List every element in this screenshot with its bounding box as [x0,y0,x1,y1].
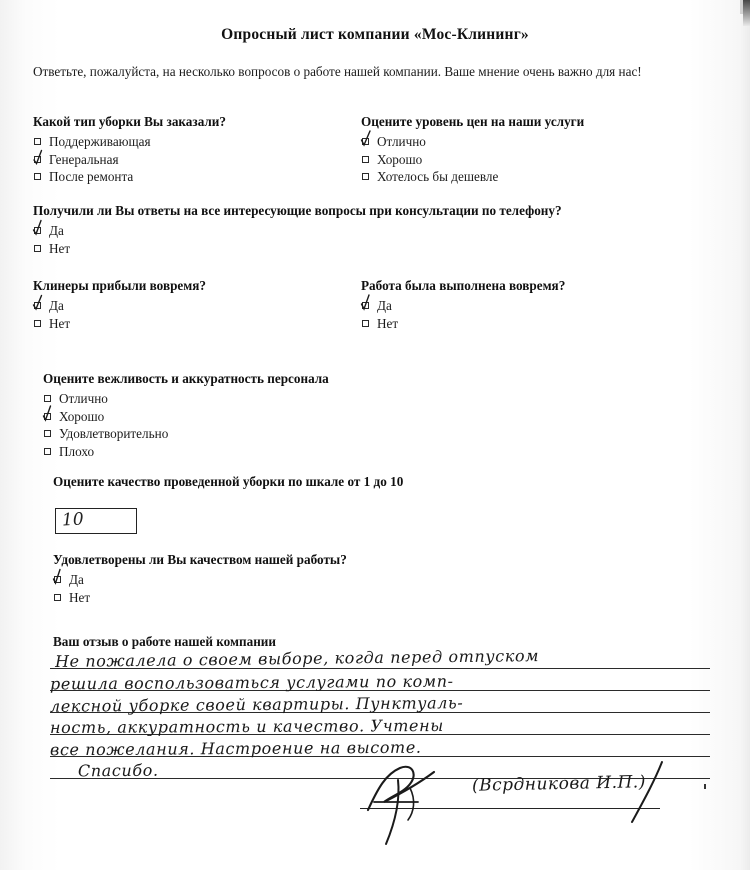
question-work-on-time [361,278,565,332]
option-label: Да [69,572,84,587]
checkbox-icon[interactable] [34,302,41,309]
checkbox-icon[interactable] [362,302,369,309]
signature-area [360,762,720,842]
question-satisfied [53,552,347,606]
question-cleaners-on-time-label: Клинеры прибыли вовремя? [33,278,206,293]
quality-scale-value: 10 [61,509,85,531]
option-horosho-staff[interactable] [43,408,329,426]
checkbox-icon[interactable] [34,156,41,163]
option-net-satisfied[interactable] [53,589,347,607]
review-handwriting-line: Спасибо. [77,760,159,781]
option-label: Да [49,298,64,313]
option-otlichno-staff[interactable] [43,390,329,408]
checkbox-icon[interactable] [34,173,41,180]
intro-text: Ответьте, пожалуйста, на несколько вопросов о работе нашей компании. Ваше мнение очень важно для нас! [33,64,642,79]
question-quality-scale [53,474,403,493]
option-ploho[interactable] [43,443,329,461]
option-label: Да [49,223,64,238]
option-label: Отлично [59,391,108,406]
option-label: Генеральная [49,151,119,167]
option-label: Отлично [377,134,426,149]
option-label: Нет [49,315,71,331]
checkbox-icon[interactable] [362,138,369,145]
checkbox-icon[interactable] [44,430,51,437]
option-label: Нет [49,240,71,256]
option-generalnaya[interactable] [33,151,226,169]
option-net-cleaners[interactable] [33,315,206,333]
option-otlichno-price[interactable] [361,133,584,151]
checkbox-icon[interactable] [44,413,51,420]
checkbox-icon[interactable] [54,594,61,601]
option-label: Нет [377,315,399,331]
checkbox-icon[interactable] [54,576,61,583]
checkbox-icon[interactable] [362,156,369,163]
checkbox-icon[interactable] [34,320,41,327]
option-da-phone[interactable] [33,222,562,240]
review-handwriting-line: ность, аккуратность и качество. Учтены [49,715,444,738]
signature-tail-icon [628,756,668,831]
question-quality-scale-label: Оцените качество проведенной уборки по шкале от 1 до 10 [53,474,404,489]
question-cleaning-type-label: Какой тип уборки Вы заказали? [33,114,227,129]
question-staff-politeness [43,371,329,460]
checkbox-icon[interactable] [362,320,369,327]
option-podderzhivayushchaya[interactable] [33,133,226,151]
option-label: Поддерживающая [49,134,151,149]
option-label: После ремонта [49,169,134,184]
page-title: Опросный лист компании «Мос-Клининг» [221,26,529,43]
option-net-phone[interactable] [33,240,562,258]
question-cleaning-type [33,114,226,186]
checkbox-icon[interactable] [362,173,369,180]
question-cleaners-on-time [33,278,206,332]
question-satisfied-label: Удовлетворены ли Вы качеством нашей работы? [53,552,347,567]
checkbox-icon[interactable] [44,448,51,455]
question-work-on-time-label: Работа была выполнена вовремя? [361,278,566,293]
checkbox-icon[interactable] [34,245,41,252]
option-label: Нет [69,589,91,605]
review-handwriting-line: все пожелания. Настроение на высоте. [49,737,422,760]
option-udovletvoritelno[interactable] [43,425,329,443]
option-hotelos-by-deshevle[interactable] [361,168,584,186]
question-phone-consultation-label: Получили ли Вы ответы на все интересующие вопросы при консультации по телефону? [33,203,562,218]
question-phone-consultation [33,203,562,257]
question-staff-politeness-label: Оцените вежливость и аккуратность персонала [43,371,329,386]
option-label: Плохо [59,443,95,459]
option-horosho-price[interactable] [361,151,584,169]
checkbox-icon[interactable] [34,227,41,234]
checkbox-icon[interactable] [34,138,41,145]
option-da-satisfied[interactable] [53,571,347,589]
option-label: Хотелось бы дешевле [377,169,499,184]
signature-name: (Всрдникова И.П.) [471,772,647,796]
option-label: Хорошо [377,151,423,167]
question-price-level [361,114,584,186]
option-label: Да [377,298,392,313]
review-handwriting-line: лексной уборке своей квартиры. Пунктуаль- [49,693,464,716]
option-posle-remonta[interactable] [33,168,226,186]
signature-mark-icon [360,758,480,853]
review-handwriting-line: решила воспользоваться услугами по комп- [49,671,454,694]
option-da-work[interactable] [361,297,565,315]
signature-dot-mark [704,784,706,789]
review-handwriting-line: Не пожалела о своем выборе, когда перед отпуском [54,646,540,671]
checkbox-icon[interactable] [44,395,51,402]
option-net-work[interactable] [361,315,565,333]
question-price-level-label: Оцените уровень цен на наши услуги [361,114,585,129]
review-label: Ваш отзыв о работе нашей компании [53,634,276,649]
option-da-cleaners[interactable] [33,297,206,315]
option-label: Удовлетворительно [59,426,169,441]
option-label: Хорошо [59,408,105,424]
